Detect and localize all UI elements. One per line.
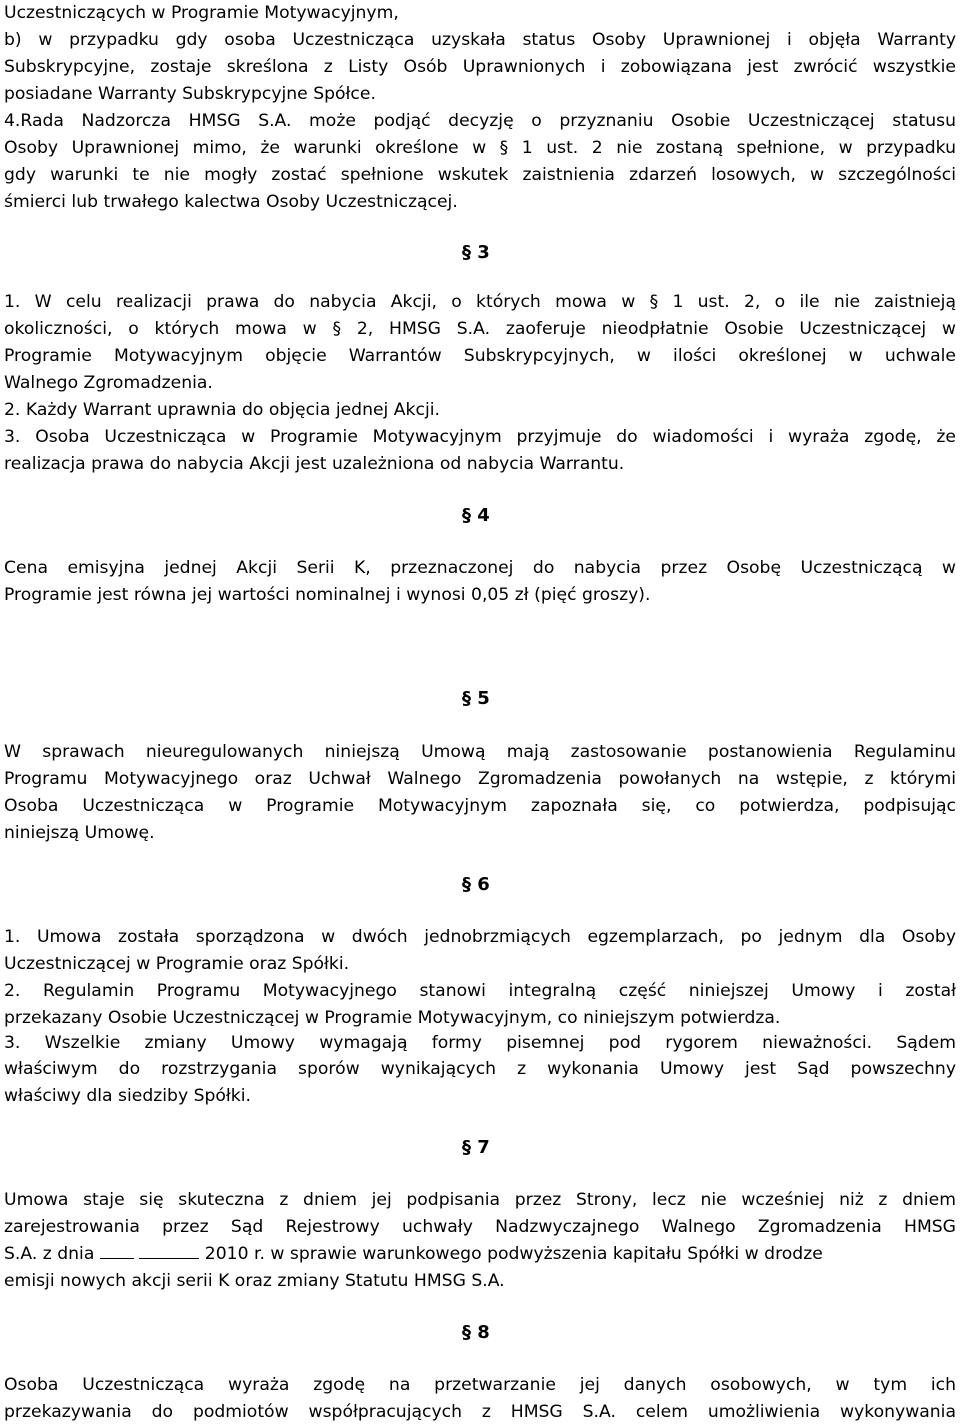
text-line: Osoba Uczestnicząca w Programie Motywacyjnym zapoznała się, co potwierdza, podpisując [4, 796, 956, 816]
text-line: śmierci lub trwałego kalectwa Osoby Uczestniczącej. [4, 192, 458, 212]
text-line: Programu Motywacyjnego oraz Uchwał Walnego Zgromadzenia powołanych na wstępie, z którymi [4, 769, 956, 789]
date-line-suffix: w sprawie warunkowego podwyższenia kapitału Spółki w drodze [270, 1244, 823, 1264]
section-heading-8: § 8 [462, 1322, 490, 1343]
text-line: Subskrypcyjne, zostaje skreślona z Listy Osób Uprawnionych i zobowiązana jest zwrócić wszystkie [4, 57, 956, 77]
text-line: 1. Umowa została sporządzona w dwóch jednobrzmiących egzemplarzach, po jednym dla Osoby [4, 927, 956, 947]
section-heading-7: § 7 [462, 1137, 490, 1158]
text-line: Programie Motywacyjnym objęcie Warrantów Subskrypcyjnych, w ilości określonej w uchwale [4, 346, 956, 366]
text-line: właściwy dla siedziby Spółki. [4, 1086, 251, 1106]
text-line: niniejszą Umowę. [4, 823, 155, 843]
text-line: przekazany Osobie Uczestniczącej w Programie Motywacyjnym, co niniejszym potwierdza. [4, 1008, 781, 1028]
text-line: Osoba Uczestnicząca wyraża zgodę na przetwarzanie jej danych osobowych, w tym ich [4, 1375, 956, 1395]
text-line: W sprawach nieuregulowanych niniejszą Umową mają zastosowanie postanowienia Regulaminu [4, 742, 956, 762]
text-line: właściwym do rozstrzygania sporów wynikających z wykonania Umowy jest Sąd powszechny [4, 1059, 956, 1079]
text-line: Umowa staje się skuteczna z dniem jej podpisania przez Strony, lecz nie wcześniej niż z dniem [4, 1190, 956, 1210]
text-line: Uczestniczącej w Programie oraz Spółki. [4, 954, 350, 974]
date-line [4, 1241, 823, 1268]
date-line-year: 2010 r. [204, 1244, 265, 1264]
text-line: Walnego Zgromadzenia. [4, 373, 213, 393]
text-line: zarejestrowania przez Sąd Rejestrowy uchwały Nadzwyczajnego Walnego Zgromadzenia HMSG [4, 1217, 956, 1237]
text-line: Uczestniczących w Programie Motywacyjnym, [4, 3, 399, 23]
month-blank [139, 1241, 199, 1259]
text-line: Osoby Uprawnionej mimo, że warunki określone w § 1 ust. 2 nie zostaną spełnione, w przypadku [4, 138, 956, 158]
text-line: realizacja prawa do nabycia Akcji jest uzależniona od nabycia Warrantu. [4, 454, 625, 474]
text-line: emisji nowych akcji serii K oraz zmiany Statutu HMSG S.A. [4, 1271, 505, 1291]
text-line: przekazywania do podmiotów współpracujących z HMSG S.A. celem umożliwienia wykonywania [4, 1402, 956, 1422]
section-heading-5: § 5 [462, 688, 490, 709]
date-line-prefix: S.A. z dnia [4, 1244, 95, 1264]
text-line: 4.Rada Nadzorcza HMSG S.A. może podjąć decyzję o przyznaniu Osobie Uczestniczącej statusu [4, 111, 956, 131]
text-line: Programie jest równa jej wartości nominalnej i wynosi 0,05 zł (pięć groszy). [4, 585, 651, 605]
text-line: posiadane Warranty Subskrypcyjne Spółce. [4, 84, 376, 104]
section-heading-4: § 4 [462, 505, 490, 526]
text-line: gdy warunki te nie mogły zostać spełnione wskutek zaistnienia zdarzeń losowych, w szczególności [4, 165, 956, 185]
text-line: 2. Każdy Warrant uprawnia do objęcia jednej Akcji. [4, 400, 440, 420]
text-line: okoliczności, o których mowa w § 2, HMSG S.A. zaoferuje nieodpłatnie Osobie Uczestniczącej w [4, 319, 956, 339]
text-line: Cena emisyjna jednej Akcji Serii K, przeznaczonej do nabycia przez Osobę Uczestniczącą w [4, 558, 956, 578]
text-line: 3. Wszelkie zmiany Umowy wymagają formy pisemnej pod rygorem nieważności. Sądem [4, 1033, 956, 1053]
section-heading-3: § 3 [462, 242, 490, 263]
section-heading-6: § 6 [462, 874, 490, 895]
text-line: b) w przypadku gdy osoba Uczestnicząca uzyskała status Osoby Uprawnionej i objęła Warranty [4, 30, 956, 50]
text-line: 2. Regulamin Programu Motywacyjnego stanowi integralną część niniejszej Umowy i został [4, 981, 956, 1001]
text-line: 1. W celu realizacji prawa do nabycia Akcji, o których mowa w § 1 ust. 2, o ile nie zaistnieją [4, 292, 956, 312]
day-blank [100, 1241, 134, 1259]
text-line: 3. Osoba Uczestnicząca w Programie Motywacyjnym przyjmuje do wiadomości i wyraża zgodę, że [4, 427, 956, 447]
